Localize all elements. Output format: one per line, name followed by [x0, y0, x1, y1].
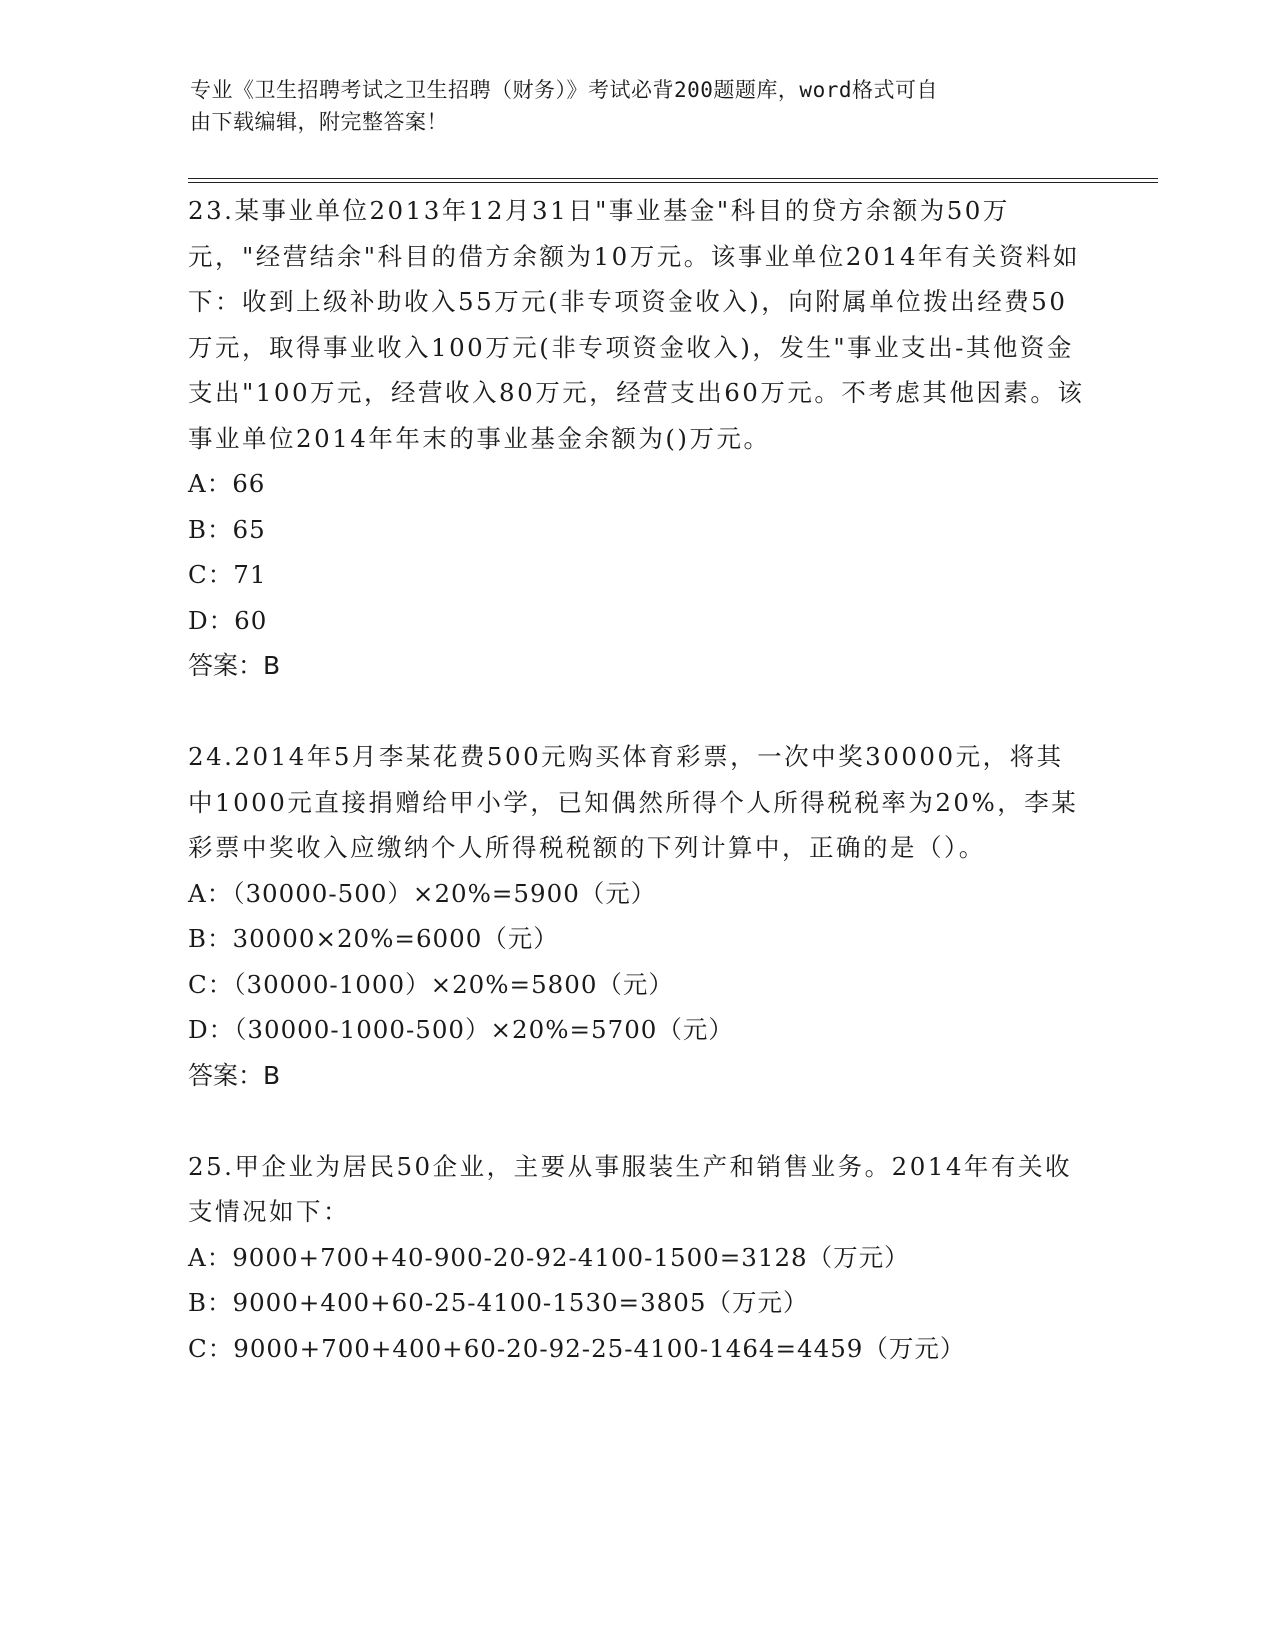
option-b: B：30000×20%=6000（元）: [188, 924, 559, 953]
option-c: C：9000+700+400+60-20-92-25-4100-1464=4459（万元）: [188, 1333, 966, 1363]
option-a: A：9000+700+40-900-20-92-4100-1500=3128（万元）: [188, 1242, 910, 1272]
header-title-line-2: 由下载编辑，附完整答案！: [190, 110, 448, 134]
header-title-line-1: 专业《卫生招聘考试之卫生招聘（财务）》考试必背200题题库，word格式可自: [190, 78, 938, 102]
option-b: B：9000+400+60-25-4100-1530=3805（万元）: [188, 1288, 809, 1317]
option-c: C：71: [188, 560, 267, 589]
header-divider: [188, 178, 1158, 183]
question-spacer: [188, 689, 1088, 735]
option-a: A：66: [188, 469, 266, 498]
document-header: [190, 74, 1090, 138]
question-25: [188, 1144, 1088, 1372]
option-c: C：（30000-1000）×20%=5800（元）: [188, 969, 674, 999]
answer: 答案：B: [188, 1060, 281, 1090]
option-d: D：（30000-1000-500）×20%=5700（元）: [188, 1015, 734, 1044]
option-b: B：65: [188, 514, 266, 544]
question-text: 24.2014年5月李某花费500元购买体育彩票，一次中奖30000元，将其中1000元直接捐赠给甲小学，已知偶然所得个人所得税税率为20%，李某彩票中奖收入应缴纳个人所得税税额的下列计算中，正确的是（）。: [188, 742, 1079, 862]
option-a: A：（30000-500）×20%=5900（元）: [188, 878, 657, 908]
question-list: [188, 188, 1088, 1371]
question-spacer: [188, 1098, 1088, 1144]
question-text: 23.某事业单位2013年12月31日"事业基金"科目的贷方余额为50万元，"经营结余"科目的借方余额为10万元。该事业单位2014年有关资料如下：收到上级补助收入55万元(非专项资金收入)，向附属单位拨出经费50万元，取得事业收入100万元(非专项资金收入)，发生"事业支出-其他资金支出"100万元，经营收入80万元，经营支出60万元。不考虑其他因素。该事业单位2014年年末的事业基金余额为()万元。: [188, 196, 1085, 453]
answer: 答案：B: [188, 651, 281, 680]
question-23: [188, 188, 1088, 689]
option-d: D：60: [188, 605, 268, 635]
question-text: 25.甲企业为居民50企业，主要从事服装生产和销售业务。2014年有关收支情况如下：: [188, 1151, 1072, 1226]
question-24: [188, 734, 1088, 1098]
